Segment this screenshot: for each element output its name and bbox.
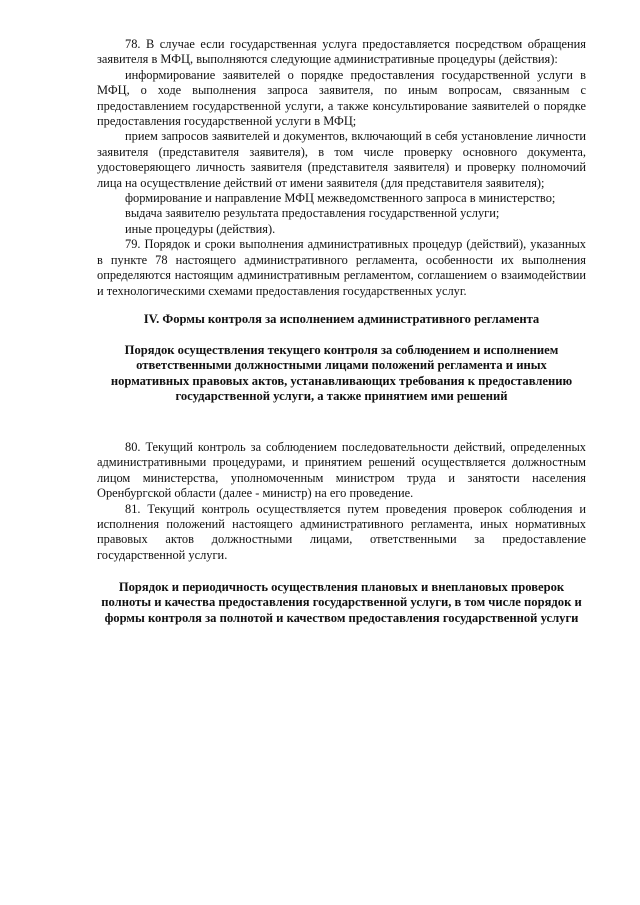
list-item-interagency-request: формирование и направление МФЦ межведомственного запроса в министерство; [125,191,556,206]
paragraph-81: 81. Текущий контроль осуществляется путем проведения проверок соблюдения и исполнения положений настоящего административного регламента, иных нормативных правовых актов должностными лицами, ответственными за предоставление государственной услуги. [97,501,586,562]
document-body [97,37,586,626]
section-heading: IV. Формы контроля за исполнением административного регламента [143,311,540,326]
list-item-result-issuance: выдача заявителю результата предоставления государственной услуги; [125,206,500,221]
paragraph-80: 80. Текущий контроль за соблюдением последовательности действий, определенных административными процедурами, и принятием решений осуществляется должностным лицом министерства, уполномоченным министром труда и занятости населения Оренбургской области (далее - министр) на его проведение. [97,439,586,501]
list-item-reception: прием запросов заявителей и документов, включающий в себя установление личности заявителя (представителя заявителя), в том числе проверку основного документа, удостоверяющего личность заявителя (представителя заявителя) и проверку полномочий лица на осуществление действий от имени заявителя (для представителя заявителя); [97,129,586,190]
list-item-informing: информирование заявителей о порядке предоставления государственной услуги в МФЦ, о ходе выполнения запроса заявителя, по иным вопросам, связанным с предоставлением государственной услуги, а также консультирование заявителей о порядке предоставления государственной услуги в МФЦ; [97,67,586,129]
list-item-other-procedures: иные процедуры (действия). [125,221,276,236]
paragraph-79: 79. Порядок и сроки выполнения административных процедур (действий), указанных в пункте 78 настоящего административного регламента, особенности их выполнения определяются настоящим административным регламентом, соглашением о взаимодействии и технологическими схемами предоставления государственных услуг. [97,237,586,298]
subheading-current-control: Порядок осуществления текущего контроля за соблюдением и исполнением ответственными должностными лицами положений регламента и иных нормативных правовых актов, устанавливающих требования к предоставлению государственной услуги, а также принятием ими решений [110,343,573,403]
subheading-inspections: Порядок и периодичность осуществления плановых и внеплановых проверок полноты и качества предоставления государственной услуги, в том числе порядок и формы контроля за полнотой и качеством предоставления государственной услуги [101,580,582,625]
paragraph-78: 78. В случае если государственная услуга предоставляется посредством обращения заявителя в МФЦ, выполняются следующие административные процедуры (действия): [97,37,586,67]
